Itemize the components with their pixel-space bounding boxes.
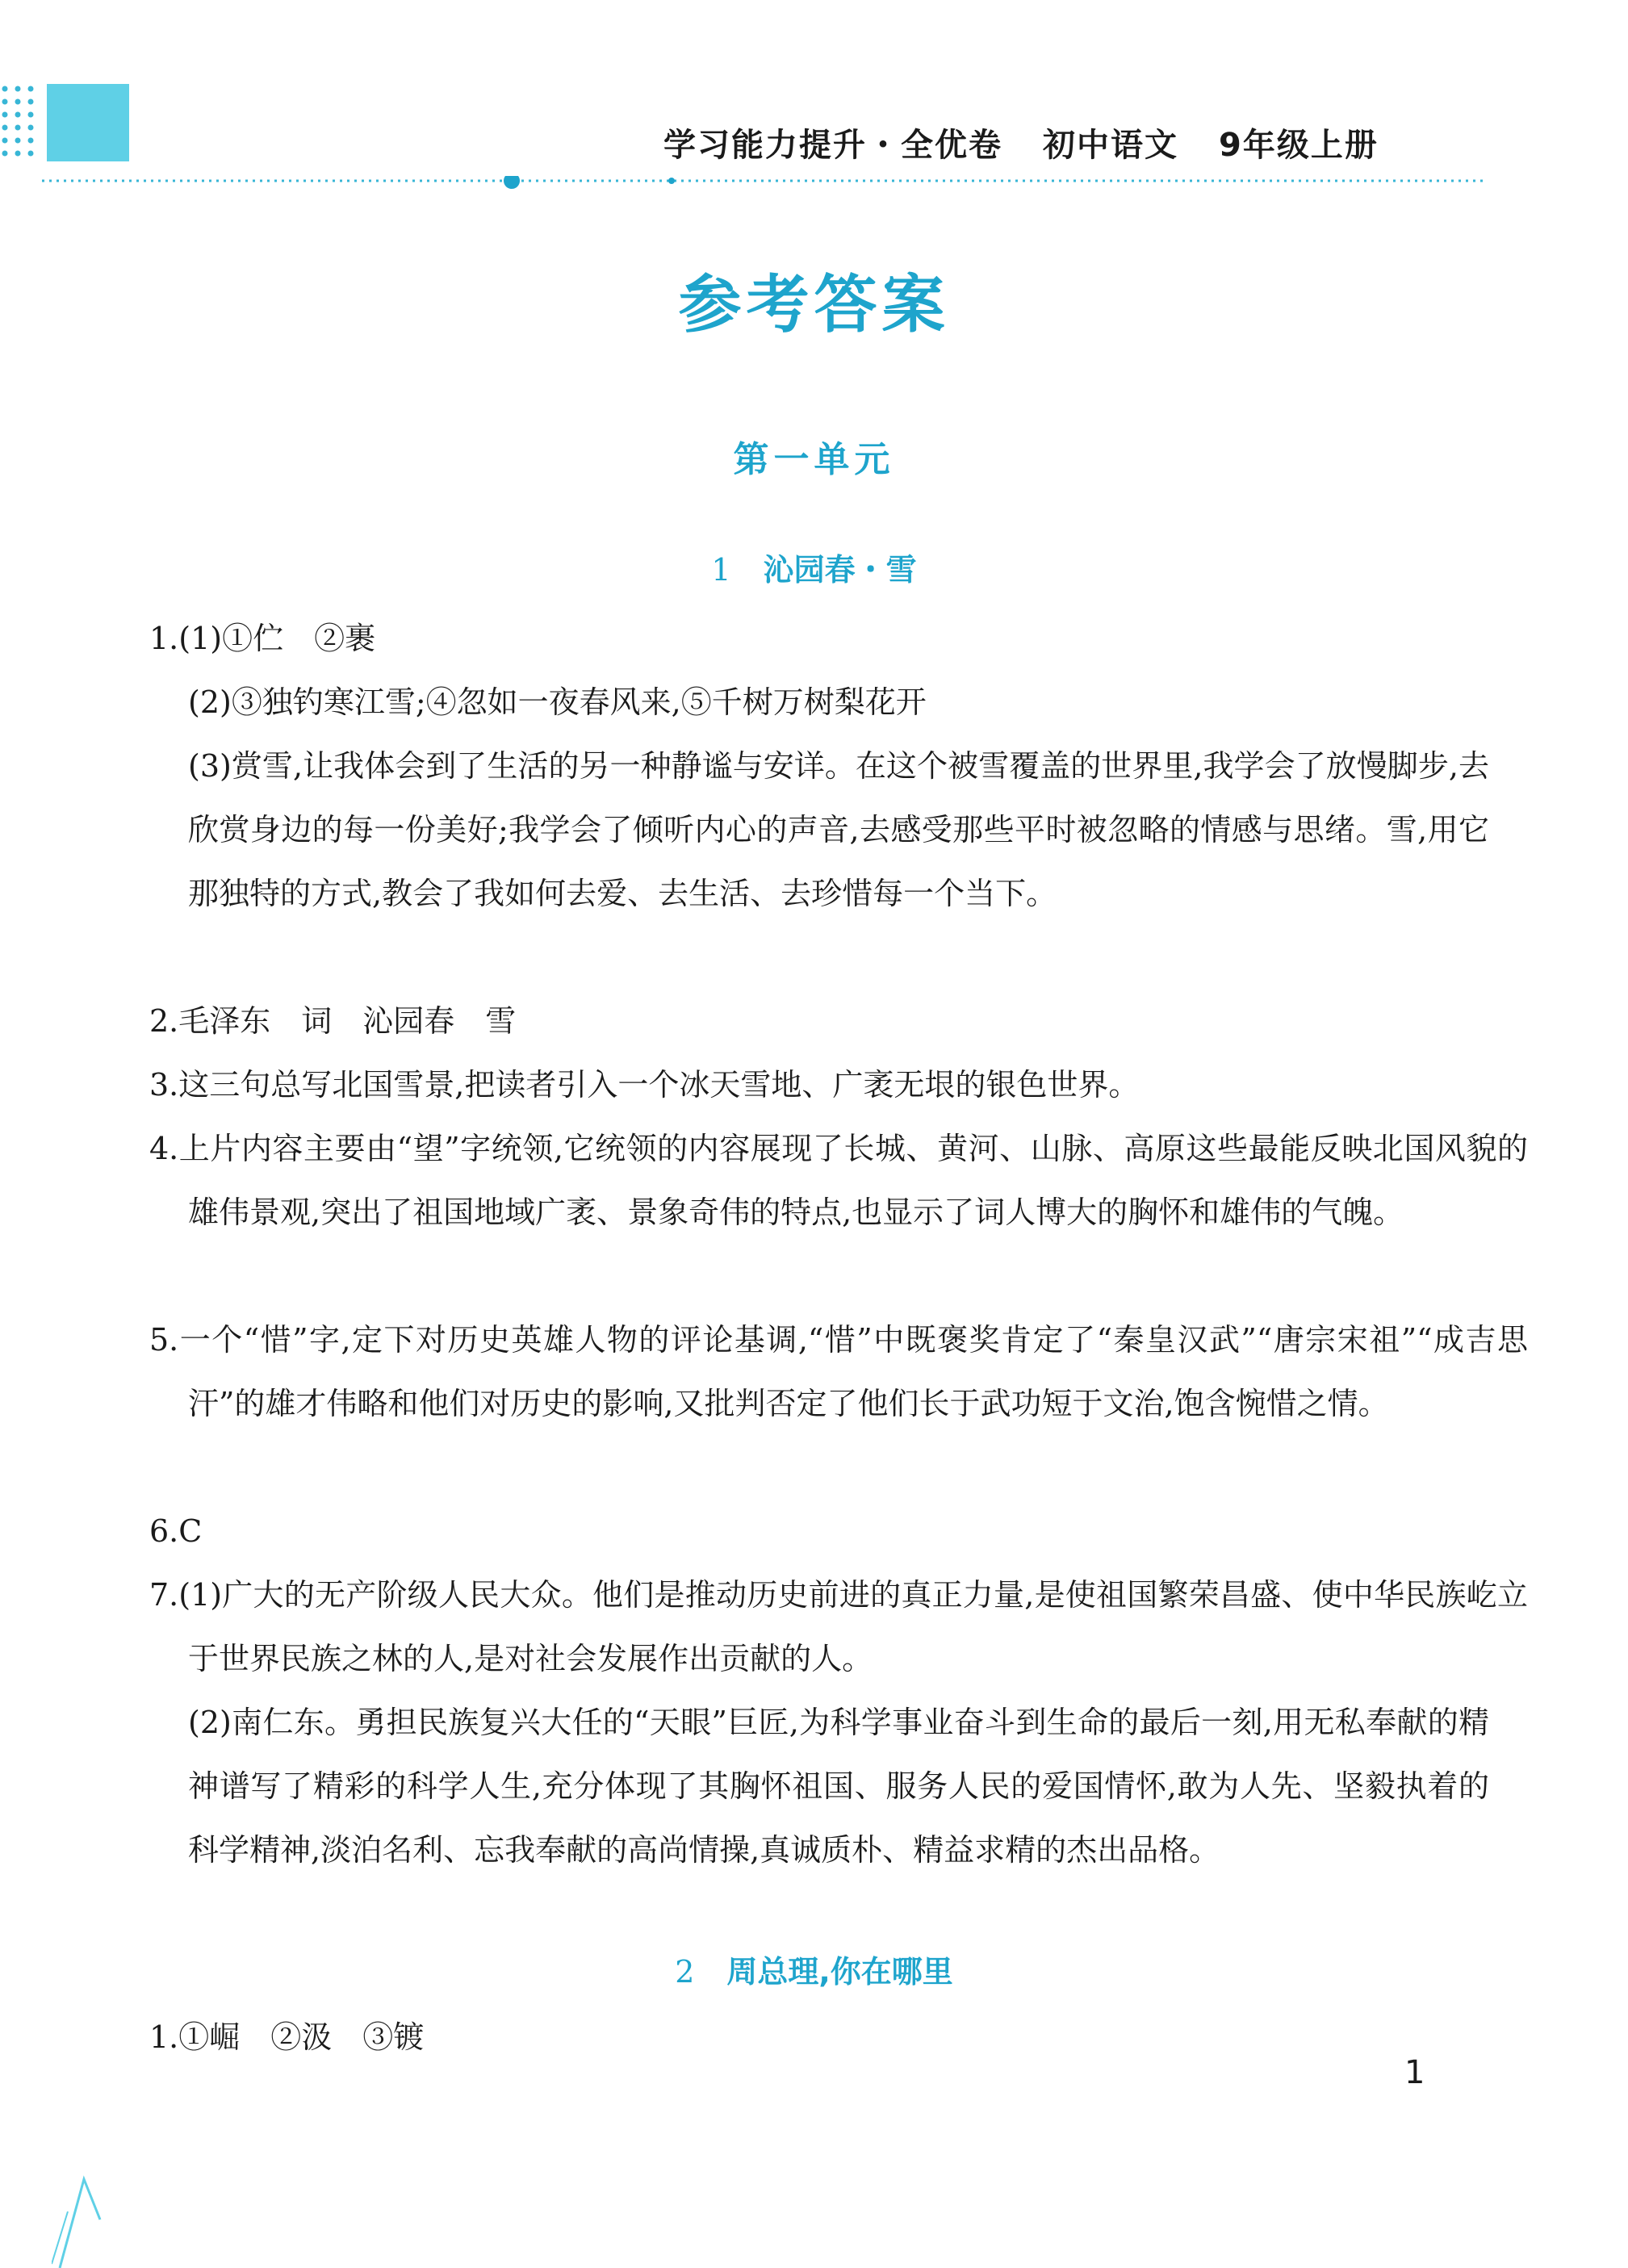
header-title (663, 119, 1487, 176)
answer-item: 4.上片内容主要由“望”字统领,它统领的内容展现了长城、黄河、山脉、高原这些最能反映北国风貌的雄伟景观,突出了祖国地域广袤、景象奇伟的特点,也显示了词人博大的胸怀和雄伟的气魄。 (149, 1131, 1528, 1230)
answer-item: 7.(1)广大的无产阶级人民大众。他们是推动历史前进的真正力量,是使祖国繁荣昌盛、使中华民族屹立于世界民族之林的人,是对社会发展作出贡献的人。 (149, 1577, 1528, 1676)
subject-label: 初中语文 (1043, 127, 1178, 164)
grade-label: 9年级上册 (1219, 127, 1379, 164)
page-number: 1 (1404, 2054, 1425, 2091)
corner-dot-pattern (0, 84, 47, 189)
header-dotted-rule (42, 176, 1487, 192)
lesson-number: 1 (711, 552, 731, 588)
answer-item: (2)③独钓寒江雪;④忽如一夜春风来,⑤千树万树梨花开 (188, 684, 927, 720)
lesson-name: 沁园春・雪 (763, 552, 917, 588)
answer-item: 6.C (149, 1513, 203, 1549)
answer-item: 1.①崛 ②汲 ③镀 (149, 2019, 425, 2055)
answer-item: 2.毛泽东 词 沁园春 雪 (149, 1003, 517, 1039)
lesson-title (0, 545, 1628, 589)
answer-item: 1.(1)①伫 ②裹 (149, 621, 376, 656)
answer-item: (3)赏雪,让我体会到了生活的另一种静谧与安详。在这个被雪覆盖的世界里,我学会了放慢脚步,去欣赏身边的每一份美好;我学会了倾听内心的声音,去感受那些平时被忽略的情感与思绪。雪,用它那独特的方式,教会了我如何去爱、去生活、去珍惜每一个当下。 (188, 748, 1489, 911)
lesson-name: 周总理,你在哪里 (726, 1954, 953, 1990)
book-series-title: 学习能力提升・全优卷 (663, 127, 1002, 164)
header-color-block (47, 84, 129, 161)
unit-title: 第一单元 (733, 439, 895, 480)
answer-item: 3.这三句总写北国雪景,把读者引入一个冰天雪地、广袤无垠的银色世界。 (149, 1067, 1140, 1103)
answer-item: 5.一个“惜”字,定下对历史英雄人物的评论基调,“惜”中既褒奖肯定了“秦皇汉武”“唐宗宋祖”“成吉思汗”的雄才伟略和他们对历史的影响,又批判否定了他们长于武功短于文治,饱含惋惜之情。 (149, 1322, 1528, 1421)
lesson-title (0, 1947, 1628, 1991)
answer-item: (2)南仁东。勇担民族复兴大任的“天眼”巨匠,为科学事业奋斗到生命的最后一刻,用无私奉献的精神谱写了精彩的科学人生,充分体现了其胸怀祖国、服务人民的爱国情怀,敢为人先、坚毅执着的科学精神,淡泊名利、忘我奉献的高尚情操,真诚质朴、精益求精的杰出品格。 (188, 1705, 1489, 1868)
corner-stroke-mark (52, 2131, 124, 2268)
lesson-number: 2 (675, 1954, 695, 1990)
page-title: 参考答案 (678, 268, 950, 341)
